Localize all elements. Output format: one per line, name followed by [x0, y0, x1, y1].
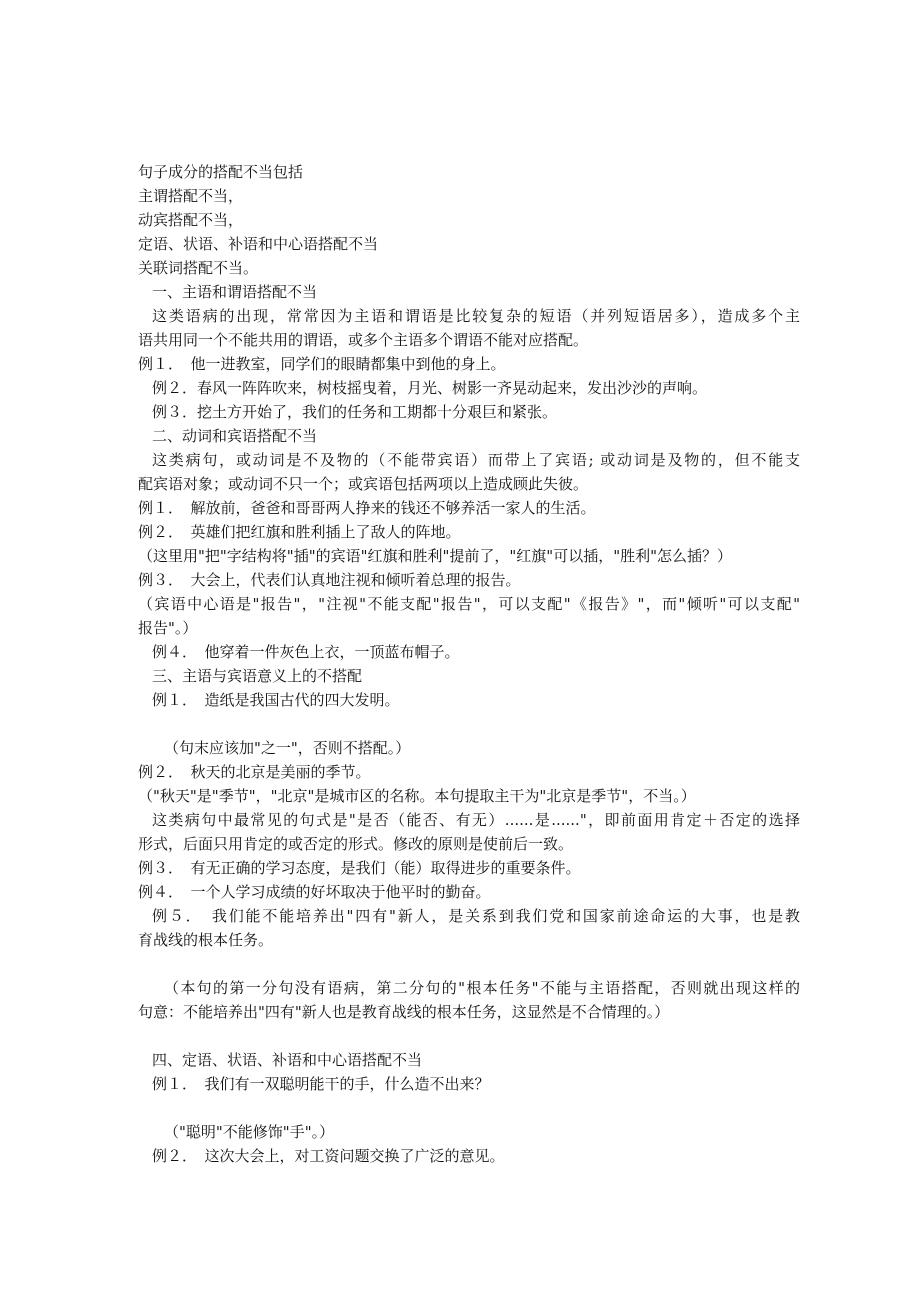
example-line: 例４． 他穿着一件灰色上衣，一顶蓝布帽子。	[152, 643, 460, 661]
example-line: 例１． 造纸是我国古代的四大发明。	[152, 691, 400, 709]
example-line: 育战线的根本任务。	[138, 931, 274, 949]
note-line: 报告"。）	[138, 619, 198, 637]
section-heading-4: 四、定语、状语、补语和中心语搭配不当	[152, 1051, 423, 1069]
example-line: 例１． 他一进教室，同学们的眼睛都集中到他的身上。	[138, 355, 506, 373]
example-line: 例２．春风一阵阵吹来，树枝摇曳着，月光、树影一齐晃动起来，发出沙沙的声响。	[152, 379, 708, 397]
paragraph-line: 形式，后面只用肯定的或否定的形式。修改的原则是使前后一致。	[138, 835, 574, 853]
section-heading-2: 二、动词和宾语搭配不当	[152, 427, 318, 445]
note-line: （句末应该加"之一"，否则不搭配。）	[164, 739, 411, 757]
note-line: （宾语中心语是"报告"，"注视"不能支配"报告"，可以支配"《报告》"，而"倾听"可以支配"	[138, 595, 800, 613]
paragraph-line: 这类语病的出现，常常因为主语和谓语是比较复杂的短语（并列短语居多），造成多个主	[152, 307, 800, 325]
list-item: 动宾搭配不当，	[138, 211, 244, 229]
example-line: 例５． 我们能不能培养出"四有"新人，是关系到我们党和国家前途命运的大事，也是教	[152, 907, 800, 925]
section-heading-1: 一、主语和谓语搭配不当	[152, 283, 318, 301]
example-line: 例２． 秋天的北京是美丽的季节。	[138, 763, 371, 781]
paragraph-line: 这类病句中最常见的句式是"是否（能否、有无）......是......"，即前面用肯定＋否定的选择	[152, 811, 800, 829]
example-line: 例３． 有无正确的学习态度，是我们（能）取得进步的重要条件。	[138, 859, 581, 877]
note-line: （这里用"把"字结构将"插"的宾语"红旗和胜利"提前了，"红旗"可以插，"胜利"怎么插？）	[138, 547, 732, 565]
note-line: （"秋天"是"季节"，"北京"是城市区的名称。本句提取主干为"北京是季节"，不当。）	[138, 787, 696, 805]
example-line: 例３． 大会上，代表们认真地注视和倾听着总理的报告。	[138, 571, 521, 589]
paragraph-line: 这类病句，或动词是不及物的（不能带宾语）而带上了宾语; 或动词是及物的，但不能支	[152, 451, 800, 469]
section-heading-3: 三、主语与宾语意义上的不搭配	[152, 667, 363, 685]
list-item: 主谓搭配不当，	[138, 187, 244, 205]
example-line: 例２． 英雄们把红旗和胜利插上了敌人的阵地。	[138, 523, 461, 541]
example-line: 例３．挖土方开始了，我们的任务和工期都十分艰巨和紧张。	[152, 403, 558, 421]
list-item: 关联词搭配不当。	[138, 259, 259, 277]
list-item: 定语、状语、补语和中心语搭配不当	[138, 235, 379, 253]
note-line: （本句的第一分句没有语病，第二分句的"根本任务"不能与主语搭配，否则就出现这样的	[164, 979, 800, 997]
example-line: 例４． 一个人学习成绩的好坏取决于他平时的勤奋。	[138, 883, 491, 901]
intro-heading: 句子成分的搭配不当包括	[138, 163, 304, 181]
paragraph-line: 语共用同一个不能共用的谓语，或多个主语多个谓语不能对应搭配。	[138, 331, 589, 349]
note-line: （"聪明"不能修饰"手"。）	[164, 1123, 335, 1141]
paragraph-line: 配宾语对象；或动词不只一个；或宾语包括两项以上造成顾此失彼。	[138, 475, 589, 493]
example-line: 例２． 这次大会上，对工资问题交换了广泛的意见。	[152, 1147, 505, 1165]
note-line: 句意：不能培养出"四有"新人也是教育战线的根本任务，这显然是不合情理的。）	[138, 1003, 670, 1021]
example-line: 例１． 解放前，爸爸和哥哥两人挣来的钱还不够养活一家人的生活。	[138, 499, 596, 517]
example-line: 例１． 我们有一双聪明能干的手，什么造不出来？	[152, 1075, 490, 1093]
